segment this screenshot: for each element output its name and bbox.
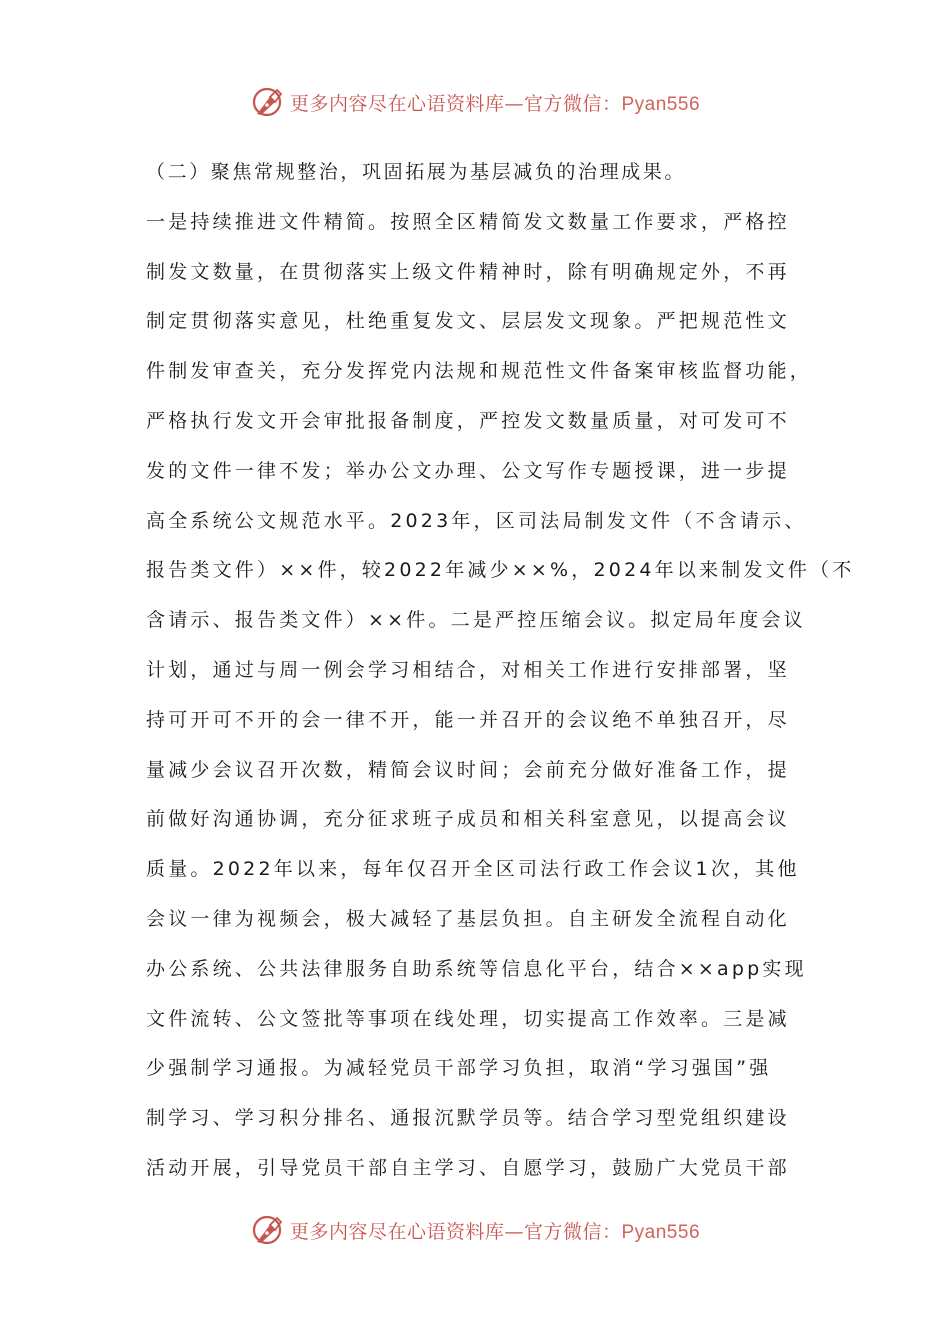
text-line: 活动开展，引导党员干部自主学习、自愿学习，鼓励广大党员干部 [146,1156,790,1179]
text-line: 持可开可不开的会一律不开，能一并召开的会议绝不单独召开，尽 [146,708,790,731]
text-line: 一是持续推进文件精简。按照全区精简发文数量工作要求，严格控 [146,210,790,233]
watermark-banner-bottom [0,1210,950,1250]
wechat-id: Pyan556 [621,93,701,115]
watermark-text: 更多内容尽在心语资料库—官方微信：Pyan556 [289,1220,701,1243]
pen-nib-logo-icon [250,85,284,119]
text-line: 严格执行发文开会审批报备制度，严控发文数量质量，对可发可不 [146,409,790,432]
text-line: 件制发审查关，充分发挥党内法规和规范性文件备案审核监督功能， [146,360,813,383]
text-line: 计划，通过与周一例会学习相结合，对相关工作进行安排部署，坚 [146,658,790,681]
text-line: 量减少会议召开次数，精简会议时间；会前充分做好准备工作，提 [146,758,790,781]
watermark-text: 更多内容尽在心语资料库—官方微信：Pyan556 [289,92,701,115]
text-line: 办公系统、公共法律服务自助系统等信息化平台，结合××app实现 [146,957,807,980]
text-line: 制定贯彻落实意见，杜绝重复发文、层层发文现象。严把规范性文 [146,310,790,333]
text-line: 质量。2022年以来，每年仅召开全区司法行政工作会议1次，其他 [146,858,800,881]
text-line: 发的文件一律不发；举办公文办理、公文写作专题授课，进一步提 [146,459,790,482]
text-line: 含请示、报告类文件）××件。二是严控压缩会议。拟定局年度会议 [146,609,806,632]
text-line: 高全系统公文规范水平。2023年，区司法局制发文件（不含请示、 [146,509,807,532]
text-line: 文件流转、公文签批等事项在线处理，切实提高工作效率。三是减 [146,1007,790,1030]
text-line: 会议一律为视频会，极大减轻了基层负担。自主研发全流程自动化 [146,907,790,930]
text-line: 前做好沟通协调，充分征求班子成员和相关科室意见，以提高会议 [146,808,790,831]
text-line: 少强制学习通报。为减轻党员干部学习负担，取消“学习强国”强 [146,1057,772,1080]
text-line: 报告类文件）××件，较2022年减少××%，2024年以来制发文件（不 [146,559,855,582]
watermark-banner-top [0,82,950,122]
document-body [146,148,855,1194]
wechat-id: Pyan556 [621,1221,701,1243]
text-line: 制学习、学习积分排名、通报沉默学员等。结合学习型党组织建设 [146,1107,790,1130]
pen-nib-logo-icon [250,1213,284,1247]
section-heading: （二）聚焦常规整治，巩固拓展为基层减负的治理成果。 [146,161,687,183]
text-line: 制发文数量，在贯彻落实上级文件精神时，除有明确规定外，不再 [146,260,790,283]
